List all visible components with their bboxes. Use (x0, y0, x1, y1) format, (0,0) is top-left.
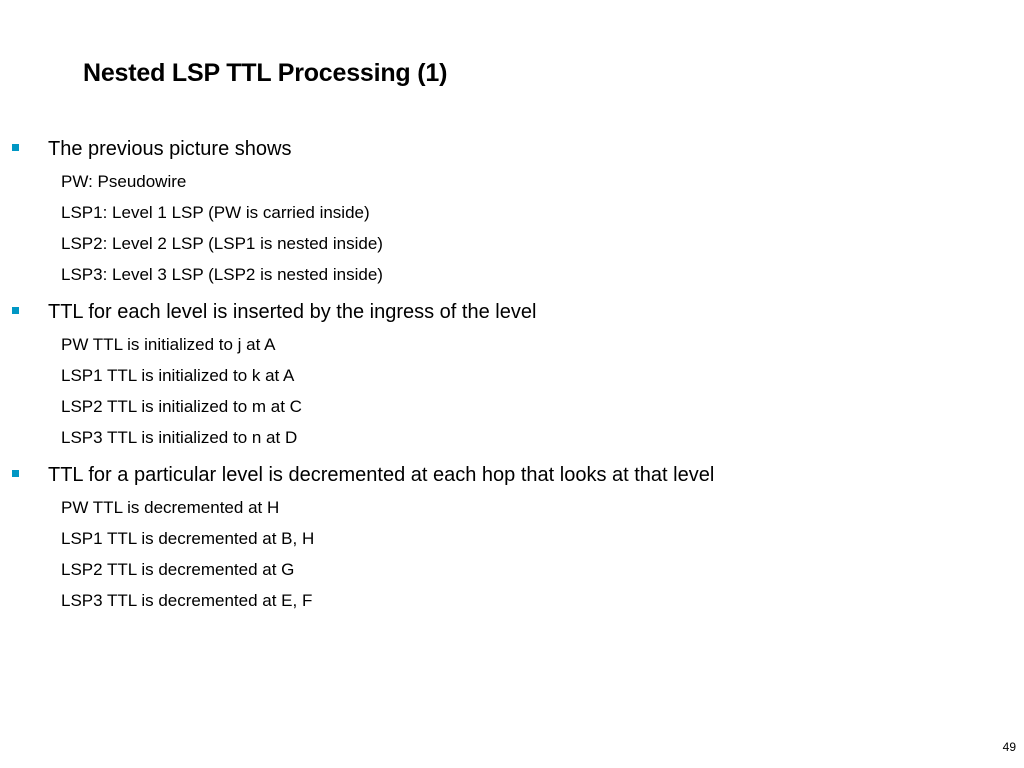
square-bullet-icon (12, 307, 19, 314)
spacer (0, 290, 1000, 297)
bullet-text: TTL for a particular level is decremented at each hop that looks at that level (48, 464, 715, 486)
bullet-block (0, 297, 1000, 453)
bullet-block (0, 460, 1000, 616)
bullet-item (0, 460, 1000, 492)
sub-item: PW: Pseudowire (61, 172, 187, 191)
bullet-item (0, 297, 1000, 329)
slide-body (0, 134, 1000, 616)
sub-list (0, 166, 1000, 290)
sub-item: PW TTL is initialized to j at A (61, 335, 276, 354)
sub-item: PW TTL is decremented at H (61, 498, 280, 517)
sub-list (0, 492, 1000, 616)
square-bullet-icon (12, 144, 19, 151)
sub-item: LSP1 TTL is decremented at B, H (61, 529, 315, 548)
sub-item: LSP2 TTL is initialized to m at C (61, 397, 302, 416)
square-bullet-icon (12, 470, 19, 477)
sub-item: LSP1 TTL is initialized to k at A (61, 366, 295, 385)
bullet-block (0, 134, 1000, 290)
sub-item: LSP3 TTL is decremented at E, F (61, 591, 313, 610)
bullet-text: TTL for each level is inserted by the ingress of the level (48, 301, 537, 323)
slide-title: Nested LSP TTL Processing (1) (83, 59, 448, 87)
bullet-text: The previous picture shows (48, 138, 292, 160)
sub-item: LSP3 TTL is initialized to n at D (61, 428, 298, 447)
bullet-item (0, 134, 1000, 166)
sub-item: LSP2 TTL is decremented at G (61, 560, 295, 579)
sub-item: LSP3: Level 3 LSP (LSP2 is nested inside) (61, 265, 383, 284)
page-number: 49 (1002, 740, 1016, 754)
sub-item: LSP2: Level 2 LSP (LSP1 is nested inside) (61, 234, 383, 253)
sub-list (0, 329, 1000, 453)
sub-item: LSP1: Level 1 LSP (PW is carried inside) (61, 203, 370, 222)
spacer (0, 453, 1000, 460)
